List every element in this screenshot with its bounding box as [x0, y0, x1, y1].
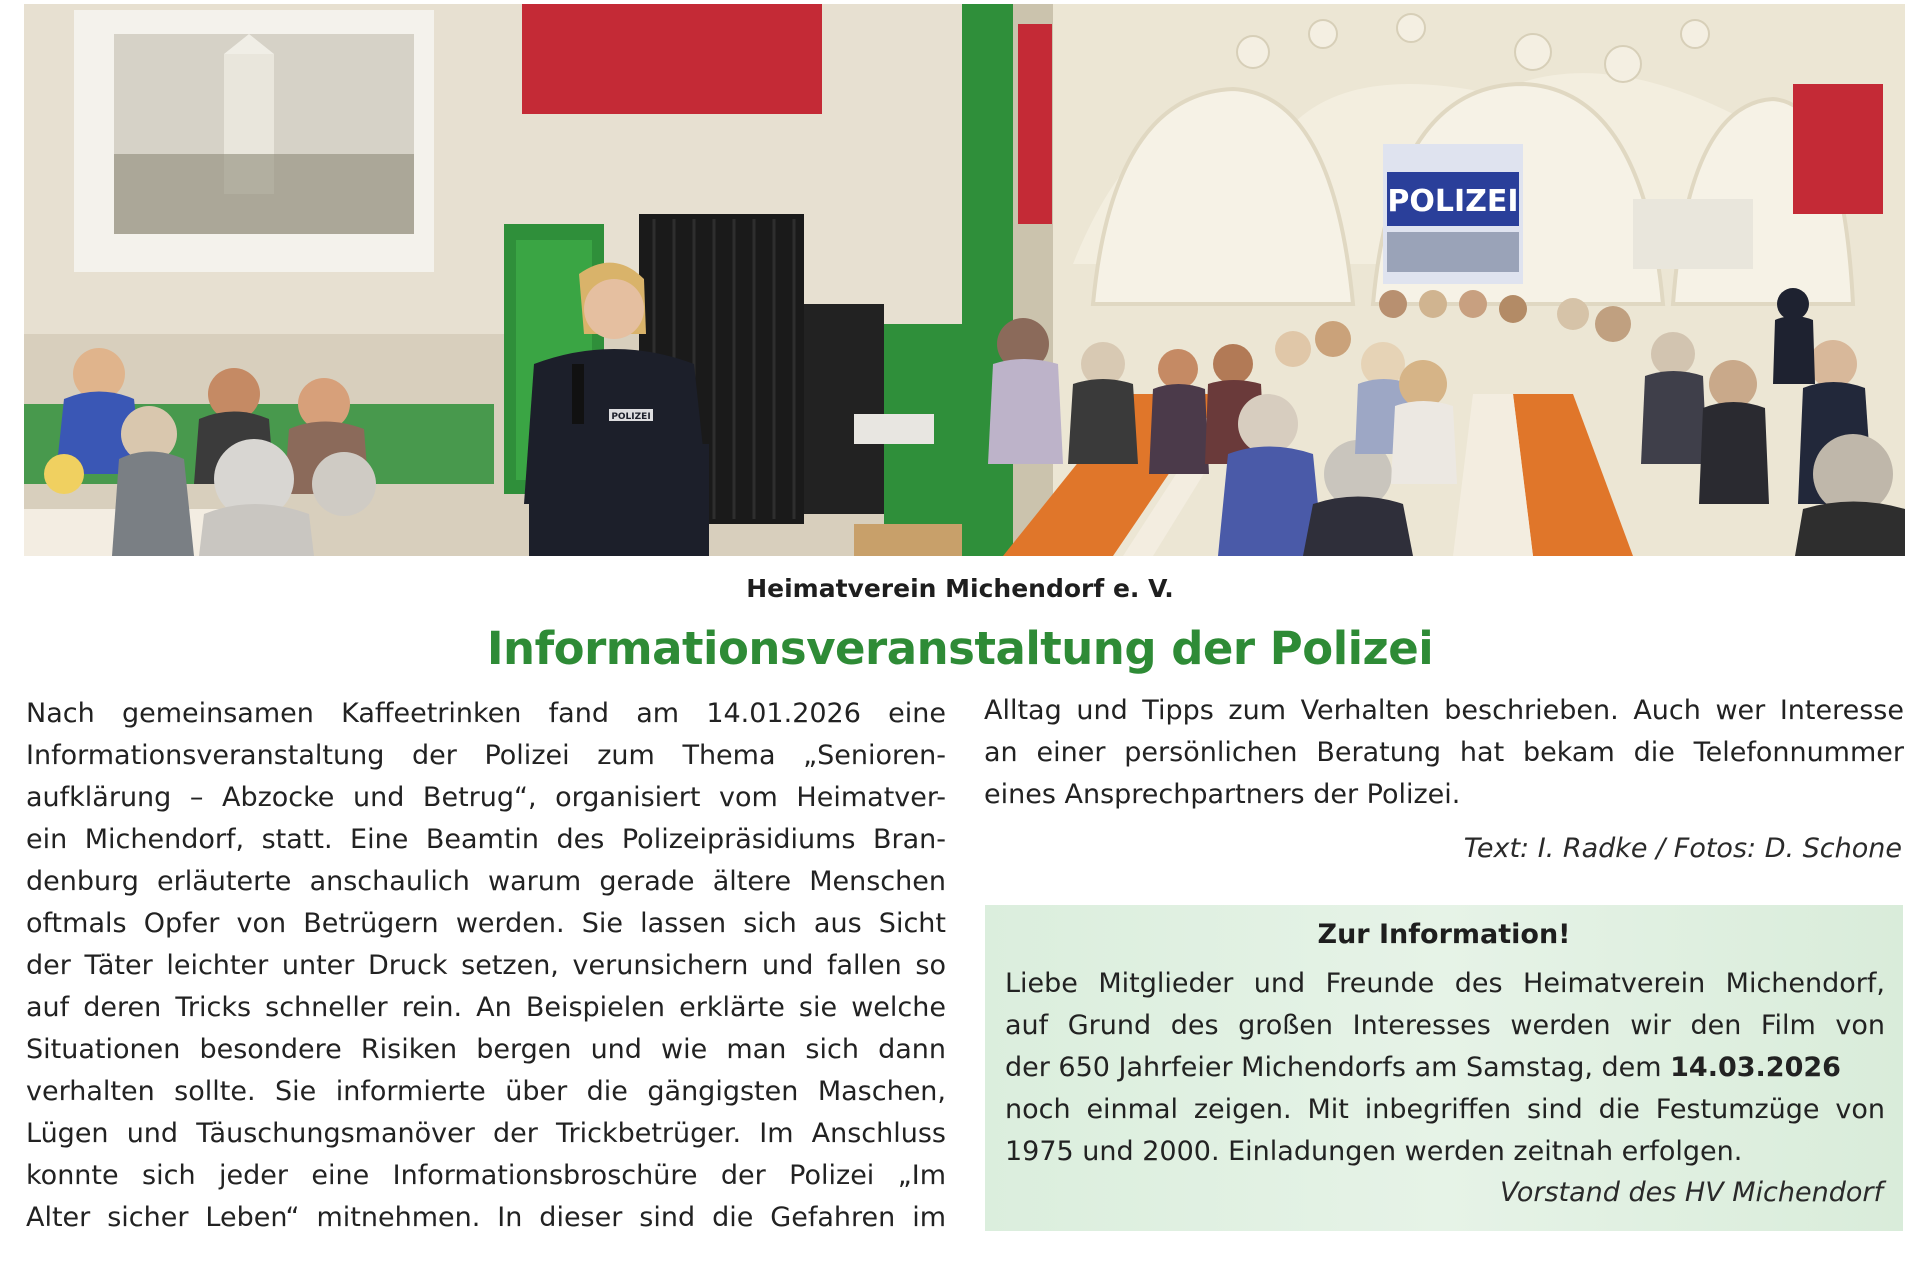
article-headline: Informationsveranstaltung der Polizei [486, 622, 1434, 675]
info-line: Liebe Mitglieder und Freunde des Heimatverein Michendorf, [1005, 968, 1885, 999]
projector [854, 414, 934, 444]
body-line: konnte sich jeder eine Informationsbroschüre der Polizei „Im [26, 1160, 946, 1191]
uniform-label: POLIZEI [611, 412, 651, 422]
info-box-signature: Vorstand des HV Michendorf [1499, 1177, 1883, 1208]
body-line: verhalten sollte. Sie informierte über die gängigsten Maschen, [26, 1076, 946, 1107]
body-line: denburg erläuterte anschaulich warum gerade ältere Menschen [26, 866, 946, 897]
event-date: 14.03.2026 [1670, 1052, 1841, 1083]
body-line: auf deren Tricks schneller rein. An Beispielen erklärte sie welche [26, 992, 946, 1023]
info-box-text [1005, 963, 1885, 1173]
body-line: eines Ansprechpartners der Polizei. [984, 779, 1461, 810]
organization-name: Heimatverein Michendorf e. V. [746, 574, 1174, 603]
body-line: Situationen besondere Risiken bergen und wie man sich dann [26, 1034, 946, 1065]
body-line: oftmals Opfer von Betrügern werden. Sie lassen sich aus Sicht [26, 908, 946, 939]
info-line-with-date [1005, 1047, 1885, 1089]
photo-left-scene [24, 4, 962, 556]
polizei-screen-text: POLIZEI [1387, 184, 1519, 219]
article-body-right [984, 690, 1904, 816]
red-wall-panel [522, 4, 822, 114]
info-line: 1975 und 2000. Einladungen werden zeitnah erfolgen. [1005, 1136, 1743, 1167]
body-line: Lügen und Täuschungsmanöver der Trickbetrüger. Im Anschluss [26, 1118, 946, 1149]
event-photo-left [24, 4, 962, 556]
info-line: noch einmal zeigen. Mit inbegriffen sind die Festumzüge von [1005, 1094, 1885, 1125]
body-line: aufklärung – Abzocke und Betrug“, organisiert vom Heimatver- [26, 782, 946, 813]
info-line-prefix: der 650 Jahrfeier Michendorfs am Samstag, dem [1005, 1052, 1671, 1083]
photo-right-scene [973, 4, 1905, 556]
body-line: Alltag und Tipps zum Verhalten beschrieben. Auch wer Interesse [984, 695, 1904, 726]
event-photo-right [973, 4, 1905, 556]
info-box [985, 905, 1903, 1231]
body-line: Informationsveranstaltung der Polizei zum Thema „Senioren- [26, 740, 946, 771]
info-box-title: Zur Information! [1317, 919, 1571, 950]
photo-text-credits: Text: I. Radke / Fotos: D. Schone [1463, 833, 1902, 864]
body-line: Alter sicher Leben“ mitnehmen. In dieser sind die Gefahren im [26, 1202, 946, 1233]
body-line: der Täter leichter unter Druck setzen, verunsichern und fallen so [26, 950, 946, 981]
photo-divider [962, 4, 973, 556]
body-line: Nach gemeinsamen Kaffeetrinken fand am 14.01.2026 eine [26, 698, 946, 729]
info-line: auf Grund des großen Interesses werden wir den Film von [1005, 1010, 1885, 1041]
red-wall-panel-right [1793, 84, 1883, 214]
article-body-left [26, 693, 946, 1239]
body-line: ein Michendorf, statt. Eine Beamtin des Polizeipräsidiums Bran- [26, 824, 946, 855]
body-line: an einer persönlichen Beratung hat bekam die Telefonnummer [984, 737, 1904, 768]
